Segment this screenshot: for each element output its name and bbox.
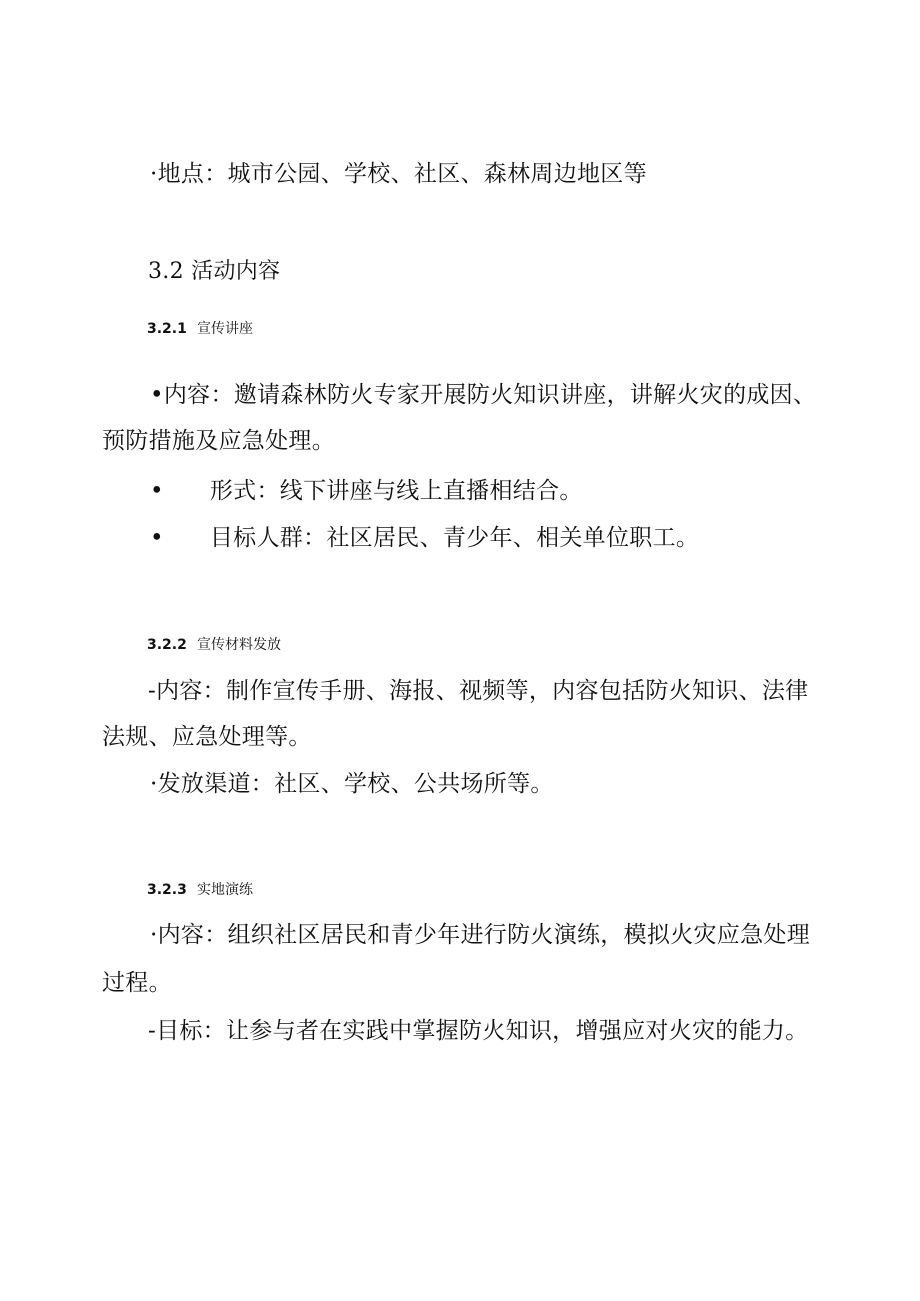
location-bullet: ·地点：城市公园、学校、社区、森林周边地区等 — [150, 161, 647, 187]
paragraph-line: 法规、应急处理等。 — [102, 724, 312, 750]
paragraph-line: ·内容：组织社区居民和青少年进行防火演练，模拟火灾应急处理 — [150, 922, 811, 948]
bullet-marker: • — [150, 478, 164, 504]
subsection-title: 实地演练 — [197, 882, 253, 898]
subsection-heading-3-2-3 — [147, 880, 253, 900]
paragraph-line: ·发放渠道：社区、学校、公共场所等。 — [150, 771, 554, 797]
list-item-text: 形式：线下讲座与线上直播相结合。 — [209, 478, 583, 504]
subsection-heading-3-2-1 — [147, 319, 253, 339]
paragraph-line: 过程。 — [102, 970, 172, 996]
paragraph-line: -内容：制作宣传手册、海报、视频等，内容包括防火知识、法律 — [148, 678, 809, 704]
subsection-number: 3.2.2 — [147, 637, 187, 653]
list-item-text: 目标人群：社区居民、青少年、相关单位职工。 — [209, 525, 700, 551]
subsection-heading-3-2-2 — [147, 635, 281, 655]
subsection-number: 3.2.1 — [147, 321, 187, 337]
section-heading: 3.2 活动内容 — [148, 259, 281, 284]
subsection-title: 宣传材料发放 — [197, 637, 281, 653]
list-item-format — [150, 476, 583, 506]
paragraph-line: 预防措施及应急处理。 — [102, 428, 335, 454]
subsection-title: 宣传讲座 — [197, 321, 253, 337]
bullet-marker: • — [150, 525, 164, 551]
subsection-number: 3.2.3 — [147, 882, 187, 898]
paragraph-line: -目标：让参与者在实践中掌握防火知识，增强应对火灾的能力。 — [148, 1018, 809, 1044]
list-item-audience — [150, 523, 699, 553]
paragraph-line: •内容：邀请森林防火专家开展防火知识讲座，讲解火灾的成因、 — [150, 382, 817, 408]
